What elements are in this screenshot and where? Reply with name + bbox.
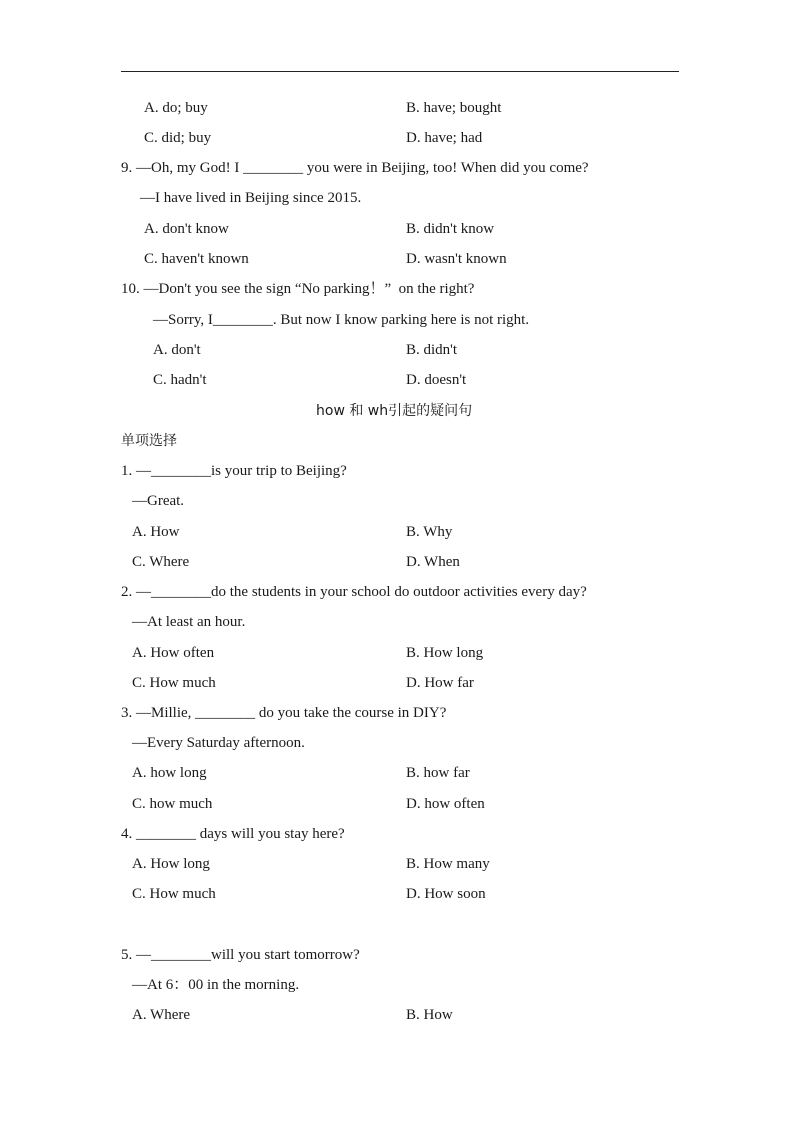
- q1-option-b: B. Why: [406, 524, 453, 540]
- q4-option-a: A. How long: [132, 856, 210, 872]
- answer-2: —At least an hour.: [132, 614, 246, 630]
- q10-option-c: C. hadn't: [153, 372, 207, 388]
- answer-9: —I have lived in Beijing since 2015.: [140, 190, 362, 206]
- q4-option-c: C. How much: [132, 886, 216, 902]
- q2-option-b: B. How long: [406, 645, 484, 661]
- q5-option-b: B. How: [406, 1007, 453, 1023]
- q3-option-d: D. how often: [406, 796, 485, 812]
- q2-option-d: D. How far: [406, 675, 474, 691]
- subsection-title: 单项选择: [121, 433, 177, 449]
- q9-option-d: D. wasn't known: [406, 251, 507, 267]
- q5-option-a: A. Where: [132, 1007, 191, 1023]
- q9-option-a: A. don't know: [144, 221, 229, 237]
- q9-option-b: B. didn't know: [406, 221, 495, 237]
- question-9: 9. —Oh, my God! I ________ you were in Beijing, too! When did you come?: [121, 160, 589, 176]
- q3-option-b: B. how far: [406, 765, 470, 781]
- q2-option-c: C. How much: [132, 675, 216, 691]
- answer-3: —Every Saturday afternoon.: [132, 735, 305, 751]
- question-10: 10. —Don't you see the sign “No parking！” on the right?: [121, 281, 475, 297]
- option-d: D. have; had: [406, 130, 483, 146]
- q4-option-b: B. How many: [406, 856, 490, 872]
- section-title: how 和 wh引起的疑问句: [316, 403, 473, 419]
- q2-option-a: A. How often: [132, 645, 215, 661]
- q10-option-a: A. don't: [153, 342, 201, 358]
- answer-1: —Great.: [132, 493, 185, 509]
- q10-option-b: B. didn't: [406, 342, 458, 358]
- q1-option-d: D. When: [406, 554, 460, 570]
- q3-option-a: A. how long: [132, 765, 207, 781]
- question-3: 3. —Millie, ________ do you take the course in DIY?: [121, 705, 447, 721]
- q9-option-c: C. haven't known: [144, 251, 249, 267]
- q1-option-c: C. Where: [132, 554, 190, 570]
- question-1: 1. —________is your trip to Beijing?: [121, 463, 347, 479]
- question-4: 4. ________ days will you stay here?: [121, 826, 345, 842]
- q3-option-c: C. how much: [132, 796, 213, 812]
- question-2: 2. —________do the students in your school do outdoor activities every day?: [121, 584, 587, 600]
- q1-option-a: A. How: [132, 524, 180, 540]
- answer-10: —Sorry, I________. But now I know parking here is not right.: [153, 312, 530, 328]
- option-a: A. do; buy: [144, 100, 208, 116]
- q10-option-d: D. doesn't: [406, 372, 467, 388]
- answer-5: —At 6：00 in the morning.: [132, 977, 300, 993]
- header-rule: [121, 71, 679, 72]
- q4-option-d: D. How soon: [406, 886, 486, 902]
- question-5: 5. —________will you start tomorrow?: [121, 947, 360, 963]
- option-b: B. have; bought: [406, 100, 502, 116]
- option-c: C. did; buy: [144, 130, 212, 146]
